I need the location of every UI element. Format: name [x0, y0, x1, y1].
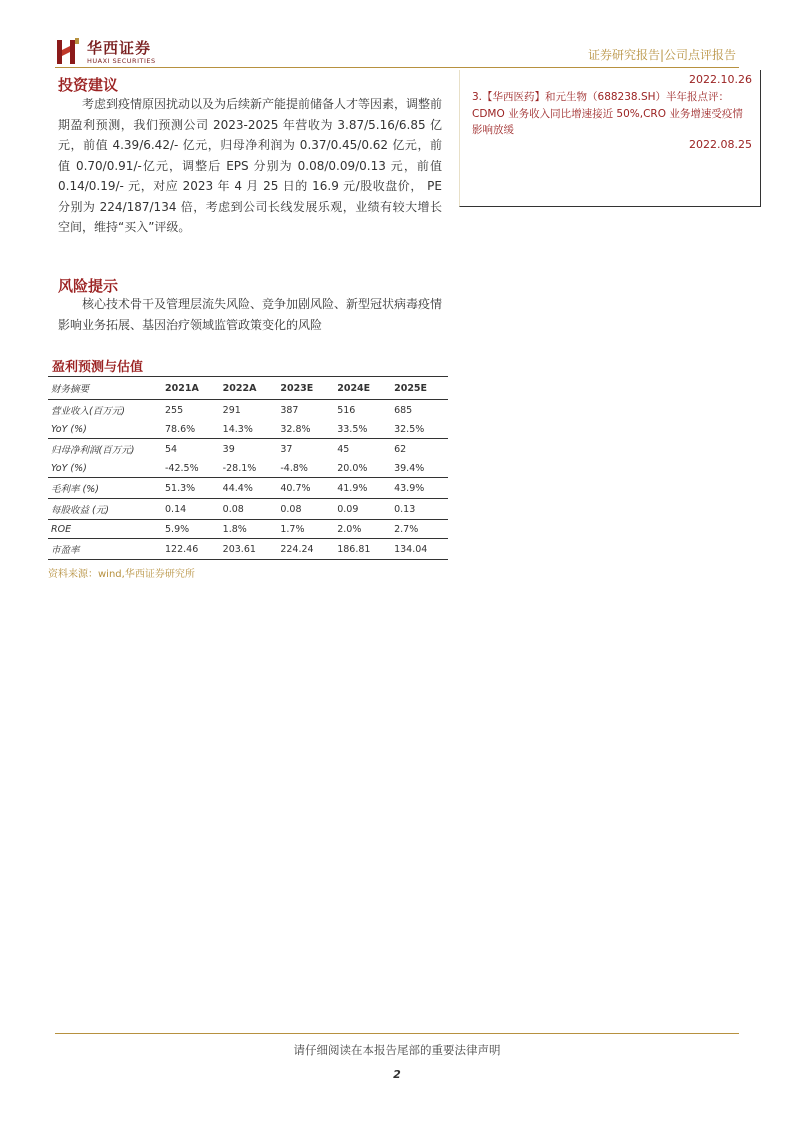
- table-cell: 0.13: [391, 499, 448, 520]
- table-header-row: [48, 377, 448, 400]
- risk-text: 核心技术骨干及管理层流失风险、竞争加剧风险、新型冠状病毒疫情影响业务拓展、基因治疗领域监管政策变化的风险: [58, 297, 443, 332]
- table-cell: 1.7%: [277, 520, 334, 539]
- table-cell: 2.7%: [391, 520, 448, 539]
- investment-advice-title: 投资建议: [58, 76, 119, 94]
- table-cell: 224.24: [277, 539, 334, 560]
- table-cell: 33.5%: [337, 423, 368, 435]
- table-row: [48, 420, 448, 439]
- related-report-date-2: 2022.08.25: [689, 138, 752, 151]
- table-cell: 0.08: [220, 499, 278, 520]
- table-cell: 市盈率: [48, 539, 162, 560]
- table-cell: 203.61: [220, 539, 278, 560]
- table-cell: 0.14: [162, 499, 220, 520]
- table-cell: 毛利率 (%): [48, 478, 162, 499]
- table-cell: 62: [391, 439, 448, 460]
- header-cell: 2025E: [391, 377, 448, 400]
- page-number: 2: [393, 1068, 401, 1081]
- table-cell: 归母净利润(百万元): [48, 439, 162, 460]
- table-row: [48, 400, 448, 421]
- table-cell: 40.7%: [277, 478, 334, 499]
- table-row: [48, 539, 448, 560]
- table-cell: YoY (%): [51, 423, 87, 435]
- table-cell: 516: [337, 404, 356, 416]
- table-cell: YoY (%): [51, 462, 87, 474]
- forecast-table: [48, 376, 448, 560]
- risk-title: 风险提示: [58, 277, 119, 295]
- table-cell: 44.4%: [220, 478, 278, 499]
- huaxi-logo-icon: [55, 36, 81, 66]
- table-cell: -42.5%: [165, 462, 199, 474]
- table-cell: 387: [280, 404, 299, 416]
- table-cell: 32.8%: [280, 423, 311, 435]
- related-report-item[interactable]: 3.【华西医药】和元生物（688238.SH）半年报点评：CDMO 业务收入同比增速接近 50%,CRO 业务增速受疫情影响放缓: [472, 91, 743, 136]
- logo-chinese-name: 华西证券: [87, 39, 152, 57]
- table-cell: 255: [165, 404, 184, 416]
- company-logo: [55, 36, 165, 70]
- header-cell: 2024E: [334, 377, 391, 400]
- related-reports-box: [459, 70, 761, 207]
- table-cell: 685: [394, 404, 413, 416]
- table-source-note: 资料来源：wind,华西证券研究所: [48, 569, 195, 580]
- table-row: [48, 520, 448, 539]
- table-cell: 5.9%: [162, 520, 220, 539]
- forecast-table-title: 盈利预测与估值: [52, 360, 144, 375]
- header-divider: [55, 67, 739, 68]
- table-cell: 每股收益 (元): [48, 499, 162, 520]
- table-row: [48, 439, 448, 460]
- header-cell: 2023E: [277, 377, 334, 400]
- table-cell: 32.5%: [394, 423, 425, 435]
- table-cell: -28.1%: [222, 462, 257, 474]
- table-cell: 51.3%: [162, 478, 220, 499]
- header-cell: 2021A: [162, 377, 220, 400]
- table-cell: 14.3%: [222, 423, 253, 435]
- table-cell: 39: [220, 439, 278, 460]
- table-row: [48, 478, 448, 499]
- table-cell: ROE: [48, 520, 162, 539]
- table-cell: 2.0%: [334, 520, 391, 539]
- table-cell: 43.9%: [391, 478, 448, 499]
- footer-divider: [55, 1033, 739, 1034]
- table-cell: 122.46: [162, 539, 220, 560]
- table-cell: 186.81: [334, 539, 391, 560]
- table-cell: 78.6%: [165, 423, 196, 435]
- table-cell: 37: [277, 439, 334, 460]
- table-cell: 1.8%: [220, 520, 278, 539]
- table-cell: 291: [222, 404, 241, 416]
- table-cell: 39.4%: [394, 462, 425, 474]
- header-cell: 财务摘要: [48, 377, 162, 400]
- logo-english-name: HUAXI SECURITIES: [87, 57, 156, 65]
- table-row: [48, 499, 448, 520]
- table-cell: 41.9%: [334, 478, 391, 499]
- table-cell: 营业收入(百万元): [51, 406, 125, 417]
- investment-advice-text: 考虑到疫情原因扰动以及为后续新产能提前储备人才等因素，调整前期盈利预测，我们预测公司 2023-2025 年营收为 3.87/5.16/6.85 亿元，前值 4.39/6.42/- 亿元，归母净利润为 0.37/0.45/0.62 亿元，前值 0.70/0.91/-亿元，调整后 EPS 分别为 0.08/0.09/0.13 元，前值 0.14/0.19/- 元，对应 2023 年 4 月 25 日的 16.9 元/股收盘价， PE 分别为 224/187/134 倍，考虑到公司长线发展乐观，业绩有较大增长空间，维持“买入”评级。: [58, 97, 443, 234]
- table-cell: 20.0%: [337, 462, 368, 474]
- table-cell: -4.8%: [280, 462, 308, 474]
- table-cell: 0.08: [277, 499, 334, 520]
- table-cell: 0.09: [334, 499, 391, 520]
- table-cell: 45: [334, 439, 391, 460]
- table-cell: 54: [162, 439, 220, 460]
- table-cell: 134.04: [391, 539, 448, 560]
- header-cell: 2022A: [220, 377, 278, 400]
- report-type-label: 证券研究报告|公司点评报告: [587, 48, 736, 62]
- legal-disclaimer-note: 请仔细阅读在本报告尾部的重要法律声明: [293, 1043, 501, 1057]
- table-row: [48, 459, 448, 478]
- related-report-date-1: 2022.10.26: [689, 73, 752, 86]
